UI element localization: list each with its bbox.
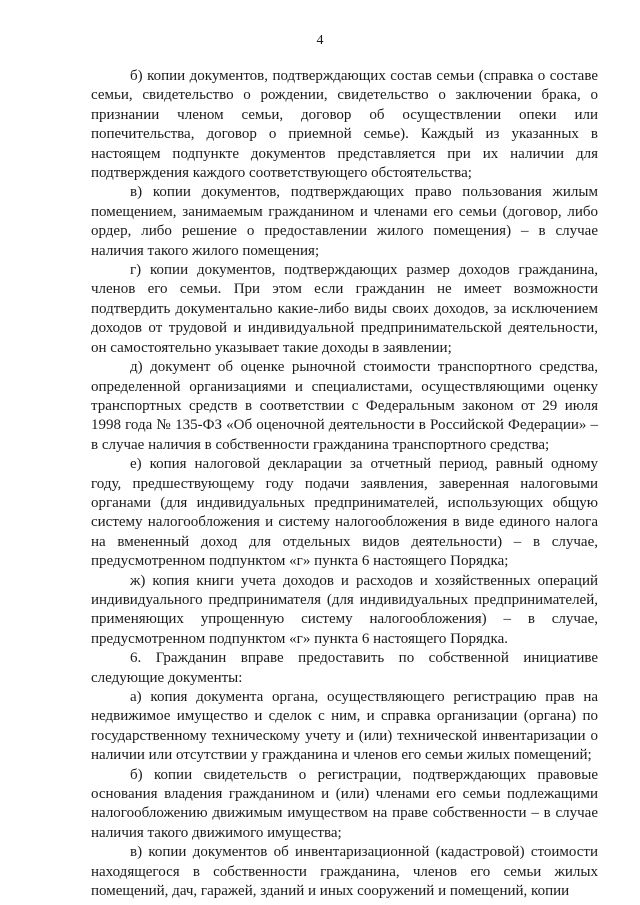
paragraph-subitem-g-income-documents: г) копии документов, подтверждающих размер доходов гражданина, членов его семьи. При этом если гражданин не имеет возможности подтвердить документально какие-либо виды своих доходов, за исключением доходов от трудовой и индивидуальной предпринимательской деятельности, он самостоятельно указывает такие доходы в заявлении; <box>91 262 598 356</box>
paragraph-subitem-e-tax-declaration: е) копия налоговой декларации за отчетный период, равный одному году, предшествующему году подачи заявления, заверенная налоговыми органами (для индивидуальных предпринимателей, использующих общую систему налогообложения и систему налогообложения в виде единого налога на вмененный доход для отдельных видов деятельности) – в случае, предусмотренном подпунктом «г» пункта 6 настоящего Порядка; <box>91 456 598 570</box>
paragraph-clause-6-subitem-v: в) копии документов об инвентаризационной (кадастровой) стоимости находящегося в собственности гражданина, членов его семьи жилых помещений, дач, гаражей, зданий и иных сооружений и помещений, копии <box>91 844 598 900</box>
document-body <box>91 67 598 901</box>
paragraph-subitem-v-housing-rights: в) копии документов, подтверждающих право пользования жилым помещением, занимаемым гражданином и членами его семьи (договор, либо ордер, либо решение о предоставлении жилого помещения) – в случае наличия такого жилого помещения; <box>91 184 598 259</box>
paragraph-subitem-d-vehicle-valuation: д) документ об оценке рыночной стоимости транспортного средства, определенной организациями и специалистами, осуществляющими оценку транспортных средств в соответствии с Федеральным законом от 29 июля 1998 года № 135-ФЗ «Об оценочной деятельности в Российской Федерации» – в случае наличия в собственности гражданина транспортного средства; <box>91 359 598 453</box>
paragraph-clause-6-subitem-a: а) копия документа органа, осуществляющего регистрацию прав на недвижимое имущество и сделок с ним, и справка организации (органа) по государственному техническому учету и (или) технической инвентаризации о наличии или отсутствии у гражданина и членов его семьи жилых помещений; <box>91 689 598 764</box>
page-number: 4 <box>316 33 324 48</box>
paragraph-clause-6-subitem-b: б) копии свидетельств о регистрации, подтверждающих правовые основания владения гражданином и (или) членами его семьи подлежащими налогообложению движимым имуществом на праве собственности – в случае наличия такого движимого имущества; <box>91 766 598 841</box>
paragraph-subitem-zh-income-ledger: ж) копия книги учета доходов и расходов и хозяйственных операций индивидуального предпринимателя (для индивидуальных предпринимателей, применяющих упрощенную систему налогообложения) – в случае, предусмотренном подпунктом «г» пункта 6 настоящего Порядка. <box>91 572 598 647</box>
paragraph-clause-6: 6. Гражданин вправе предоставить по собственной инициативе следующие документы: <box>91 650 598 686</box>
paragraph-subitem-b-family-documents: б) копии документов, подтверждающих состав семьи (справка о составе семьи, свидетельство о рождении, свидетельство о заключении брака, о признании членом семьи, договор об осуществлении опеки или попечительства, договор о приемной семье). Каждый из указанных в настоящем подпункте документов представляется при их наличии для подтверждения каждого соответствующего обстоятельства; <box>91 68 598 182</box>
